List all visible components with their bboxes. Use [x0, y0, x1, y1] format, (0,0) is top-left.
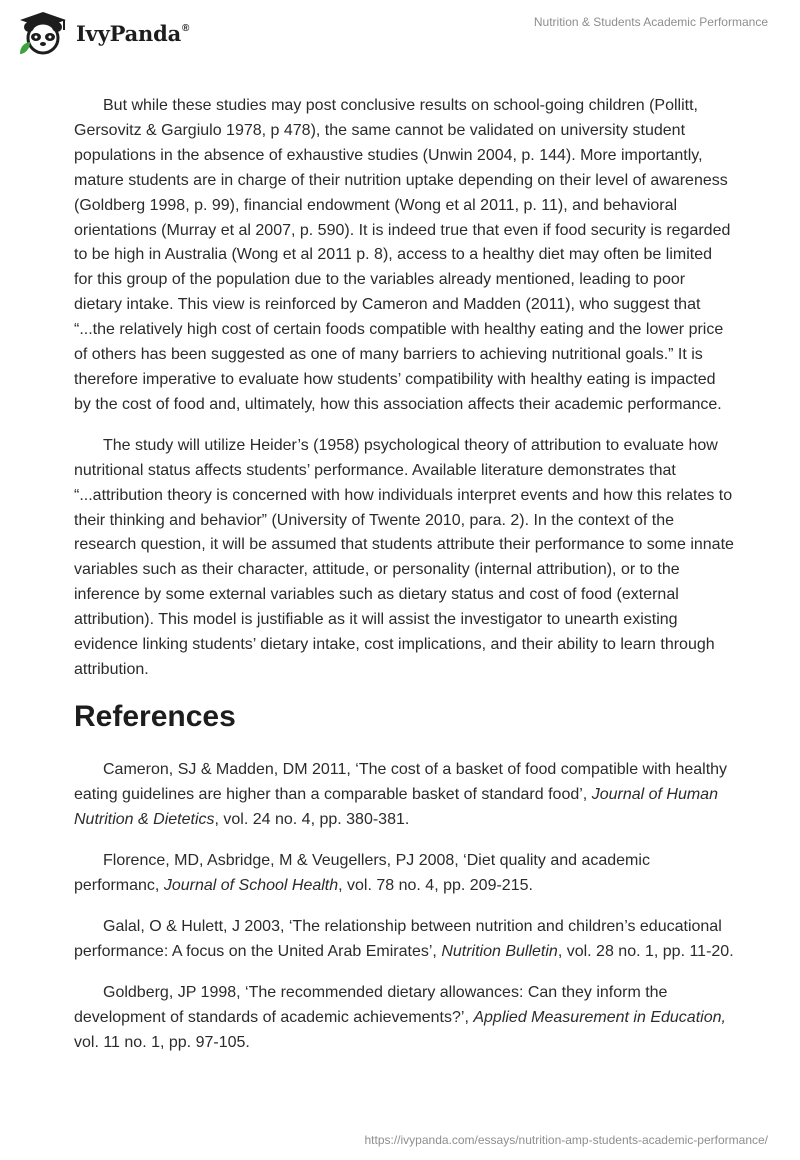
body-paragraph: The study will utilize Heider’s (1958) psychological theory of attribution to evaluate how nutritional status affects students’ performance. Available literature demonstrates that “...attribution theory is concerned with how individuals interpret events and how this relates to their thinking and behavior” (University of Twente 2010, para. 2). In the context of the research question, it will be assumed that students attribute their performance to some innate variables such as their character, attitude, or personality (internal attribution), or to the inference by some external variables such as dietary status and cost of food (external attribution). This model is justifiable as it will assist the investigator to unearth existing evidence linking students’ dietary intake, cost implications, and their ability to learn through attribution.: [74, 436, 734, 678]
reference-item: Florence, MD, Asbridge, M & Veugellers, PJ 2008, ‘Diet quality and academic performanc, Journal of School Health, vol. 78 no. 4, pp. 209-215.: [74, 851, 650, 894]
logo-text: IvyPanda®: [76, 20, 190, 46]
panda-logo-icon: [14, 10, 72, 56]
essay-content: [74, 94, 734, 1071]
reference-item: Cameron, SJ & Madden, DM 2011, ‘The cost of a basket of food compatible with healthy eating guidelines are higher than a comparable basket of standard food’, Journal of Human Nutrition & Dietetics, vol. 24 no. 4, pp. 380-381.: [74, 760, 728, 828]
source-url[interactable]: https://ivypanda.com/essays/nutrition-amp-students-academic-performance/: [364, 1133, 768, 1147]
journal-title: Journal of Human Nutrition & Dietetics: [74, 785, 718, 828]
journal-title: Journal of School Health: [163, 876, 339, 894]
running-title: Nutrition & Students Academic Performance: [533, 15, 768, 29]
journal-title: Nutrition Bulletin: [441, 942, 558, 960]
reference-item: Galal, O & Hulett, J 2003, ‘The relationship between nutrition and children’s educational performance: A focus on the United Arab Emirates’, Nutrition Bulletin, vol. 28 no. 1, pp. 11-20.: [74, 917, 734, 960]
body-paragraph: But while these studies may post conclusive results on school-going children (Pollitt, Gersovitz & Gargiulo 1978, p 478), the same cannot be validated on university student populations in the absence of exhaustive studies (Unwin 2004, p. 144). More importantly, mature students are in charge of their nutrition uptake depending on their level of awareness (Goldberg 1998, p. 99), financial endowment (Wong et al 2011, p. 11), and behavioral orientations (Murray et al 2007, p. 590). It is indeed true that even if food security is regarded to be high in Australia (Wong et al 2011 p. 8), access to a healthy diet may often be limited for this group of the population due to the variables already mentioned, leading to poor dietary intake. This view is reinforced by Cameron and Madden (2011), who suggest that “...the relatively high cost of certain foods compatible with healthy eating and the lower price of others has been suggested as one of many barriers to achieving nutritional goals.” It is therefore imperative to evaluate how students’ compatibility with healthy eating is impacted by the cost of food and, ultimately, how this association affects their academic performance.: [74, 97, 731, 413]
references-heading: References: [74, 699, 236, 733]
page-header: [0, 0, 800, 60]
journal-title: Applied Measurement in Education,: [473, 1008, 726, 1026]
logo[interactable]: [14, 8, 214, 58]
reference-item: Goldberg, JP 1998, ‘The recommended dietary allowances: Can they inform the development of standards of academic achievements?’, Applied Measurement in Education, vol. 11 no. 1, pp. 97-105.: [74, 983, 726, 1051]
